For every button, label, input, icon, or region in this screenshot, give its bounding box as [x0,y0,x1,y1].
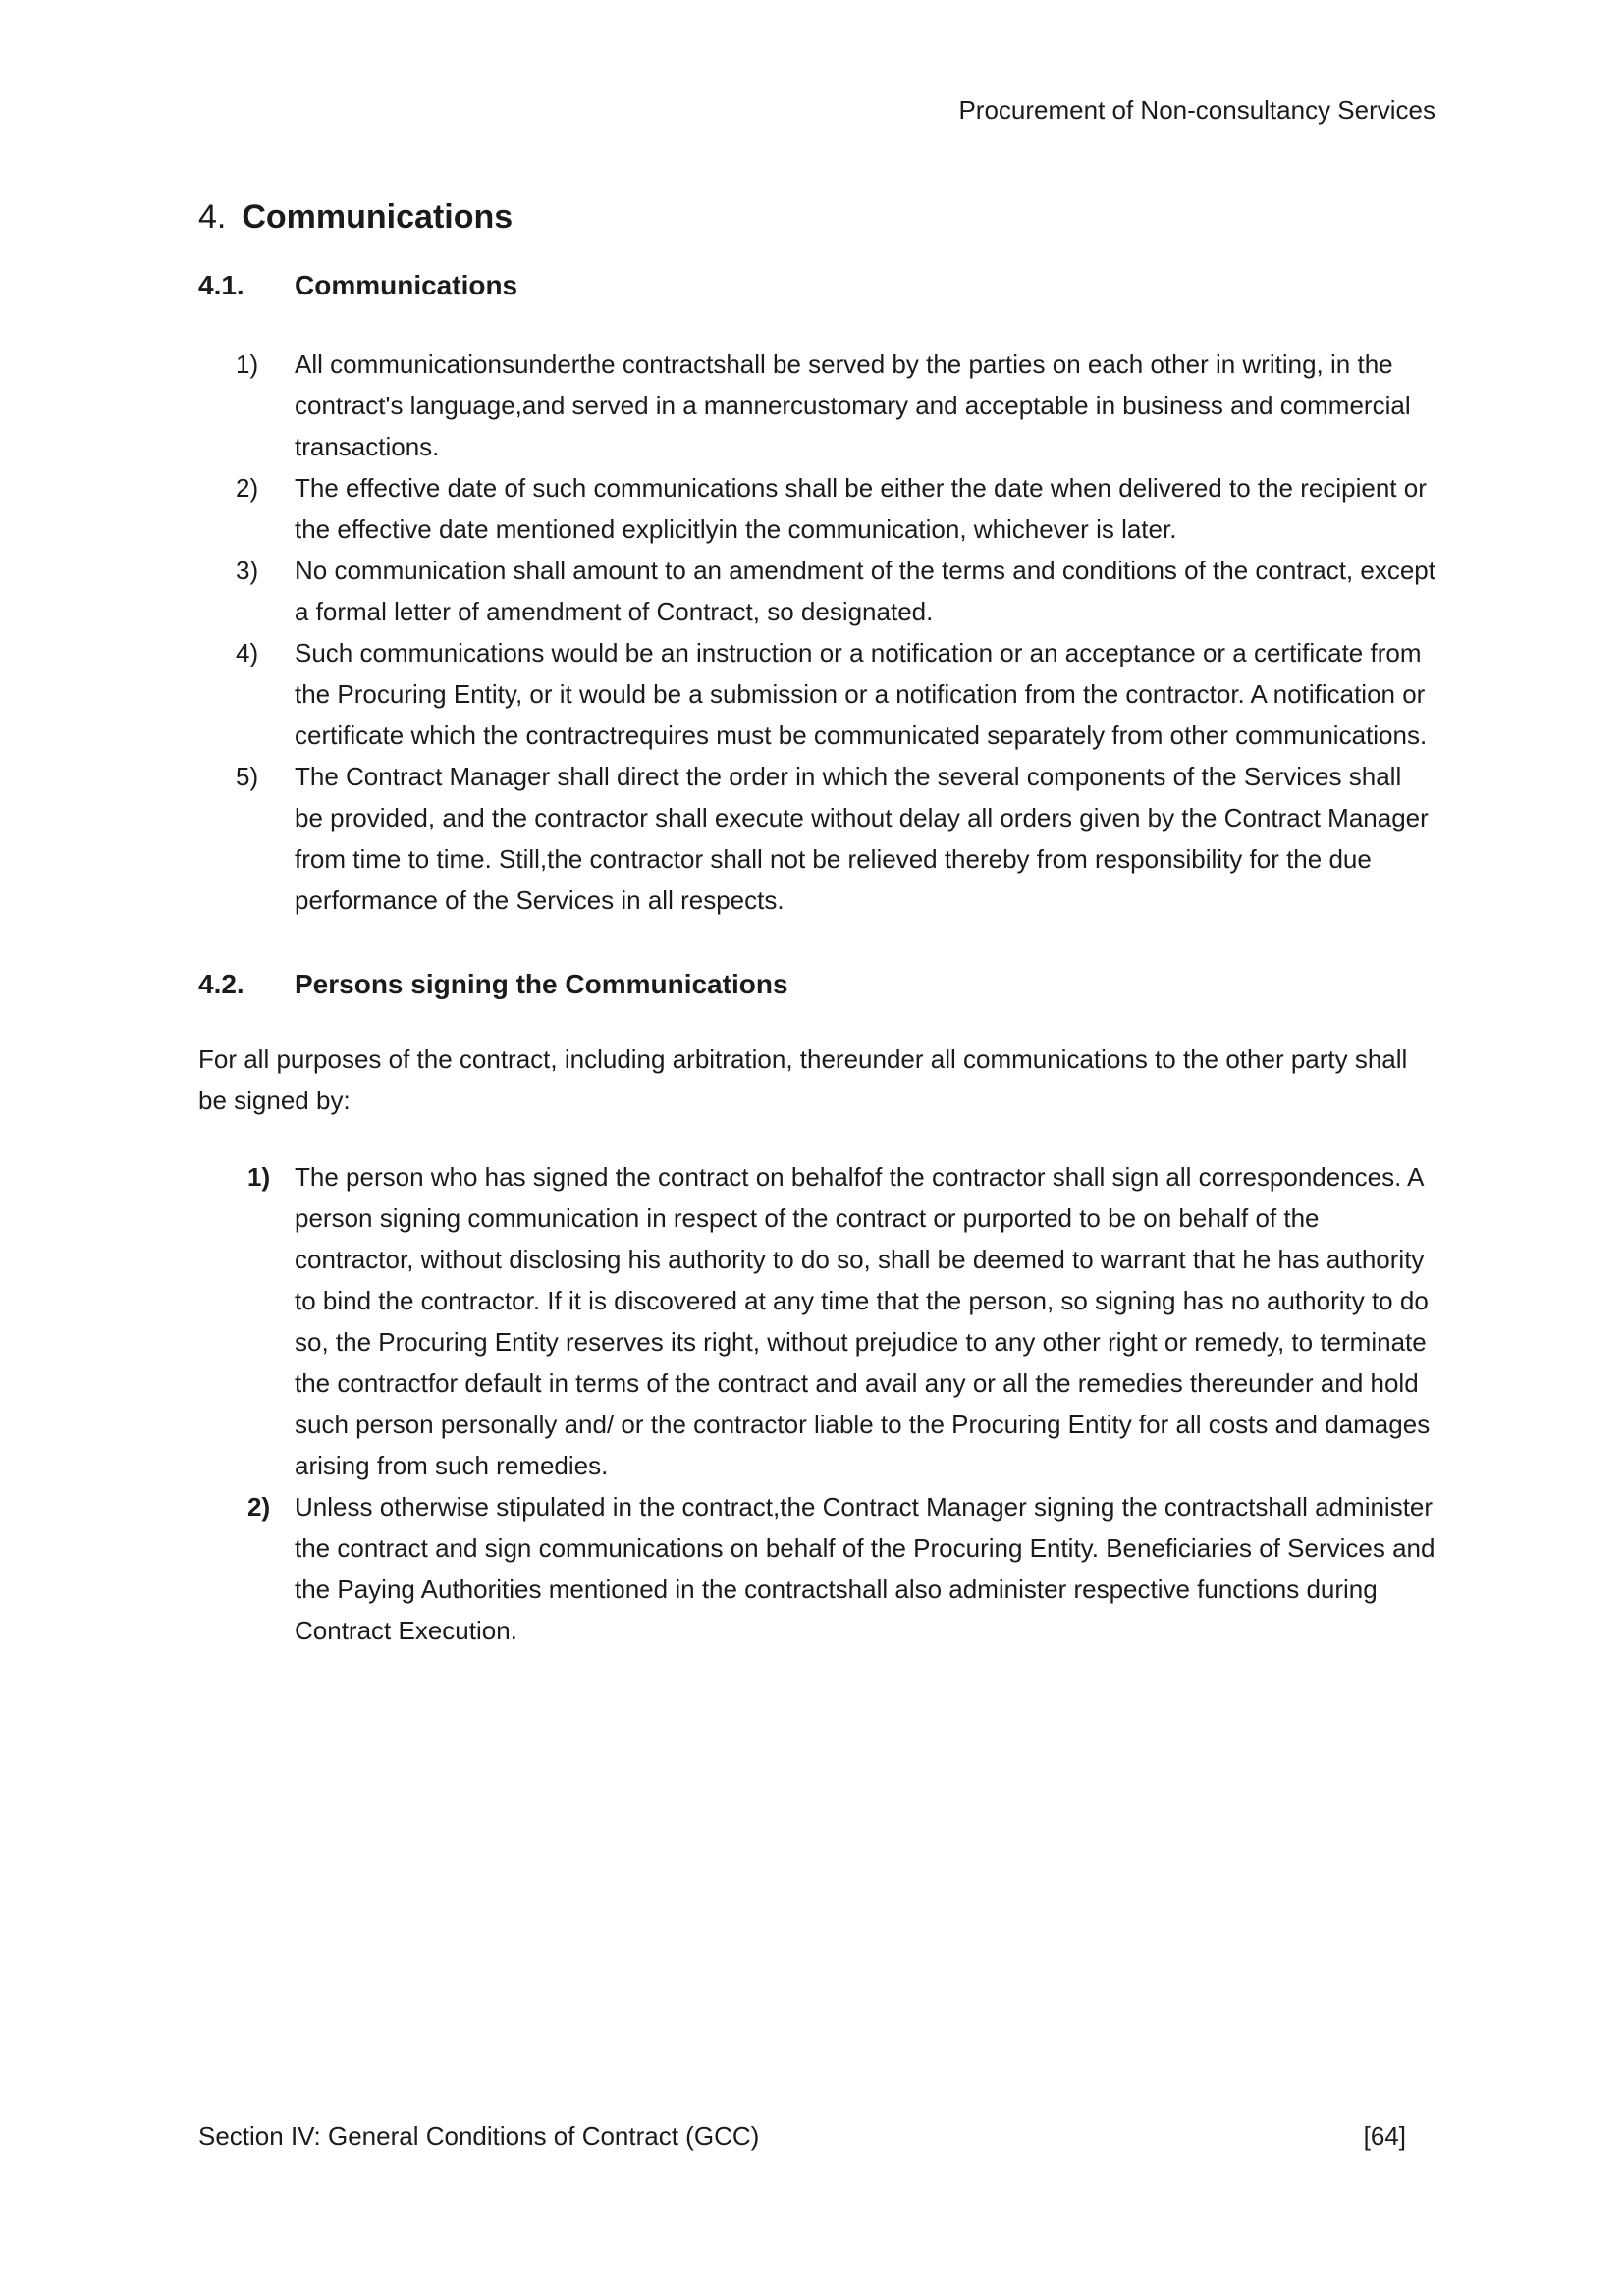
list-item-text: No communication shall amount to an amendment of the terms and conditions of the contract, except a formal letter of amendment of Contract, so designated. [295,556,1435,626]
chapter-title-text: Communications [242,198,514,236]
list-item-text: All communicationsunderthe contractshall be served by the parties on each other in writing, in the contract's language,and served in a mannercustomary and acceptable in business and commercial transactions. [295,349,1411,461]
list-item [236,467,1435,550]
section-intro-paragraph: For all purposes of the contract, including arbitration, thereunder all communications to the other party shall be signed by: [198,1044,1408,1115]
list-item [236,756,1435,921]
list-item [236,632,1435,756]
section-title: Communications [295,270,518,300]
list-item [236,550,1435,632]
list-item [236,344,1435,467]
list-marker: 1) [236,349,259,379]
numbered-list-4-2 [198,1156,1435,1651]
page-header [198,94,1435,126]
section-heading-4-2 [198,968,1435,1001]
section-number: 4.2. [198,969,244,999]
section-title: Persons signing the Communications [295,969,788,999]
list-item-text: Such communications would be an instruction or a notification or an acceptance or a certificate from the Procuring Entity, or it would be a submission or a notification from the contractor. A notification or certificate which the contractrequires must be communicated separately from other communications. [295,638,1428,750]
footer-page-number: [64] [1363,2121,1406,2151]
list-marker: 1) [247,1162,271,1192]
chapter-title [198,196,1435,238]
list-item-text: The Contract Manager shall direct the order in which the several components of the Services shall be provided, and the contractor shall execute without delay all orders given by the Contract Manager from time to time. Still,the contractor shall not be relieved thereby from responsibility for the due performance of the Services in all respects. [295,762,1429,915]
list-item-text: The person who has signed the contract on behalfof the contractor shall sign all correspondences. A person signing communication in respect of the contract or purported to be on behalf of the contractor, without disclosing his authority to do so, shall be deemed to warrant that he has authority to bind the contractor. If it is discovered at any time that the person, so signing has no authority to do so, the Procuring Entity reserves its right, without prejudice to any other right or remedy, to terminate the contractfor default in terms of the contract and avail any or all the remedies thereunder and hold such person personally and/ or the contractor liable to the Procuring Entity for all costs and damages arising from such remedies. [295,1162,1431,1480]
list-marker: 4) [236,638,259,667]
footer-section-label: Section IV: General Conditions of Contract (GCC) [198,2121,760,2151]
list-marker: 3) [236,556,259,585]
list-marker: 2) [247,1492,271,1522]
numbered-list-4-1 [198,344,1435,921]
list-item [247,1156,1435,1486]
list-item-text: The effective date of such communications shall be either the date when delivered to the recipient or the effective date mentioned explicitlyin the communication, whichever is later. [295,473,1427,544]
section-number: 4.1. [198,270,244,300]
list-item [247,1486,1435,1651]
document-content [198,196,1435,1651]
header-text: Procurement of Non-consultancy Services [958,95,1435,125]
page-footer [198,2120,1435,2152]
list-marker: 2) [236,473,259,503]
list-marker: 5) [236,762,259,791]
chapter-number: 4. [198,198,227,236]
list-item-text: Unless otherwise stipulated in the contract,the Contract Manager signing the contractshall administer the contract and sign communications on behalf of the Procuring Entity. Beneficiaries of Services and the Paying Authorities mentioned in the contractshall also administer respective functions during Contract Execution. [295,1492,1435,1645]
section-heading-4-1 [198,269,1435,302]
